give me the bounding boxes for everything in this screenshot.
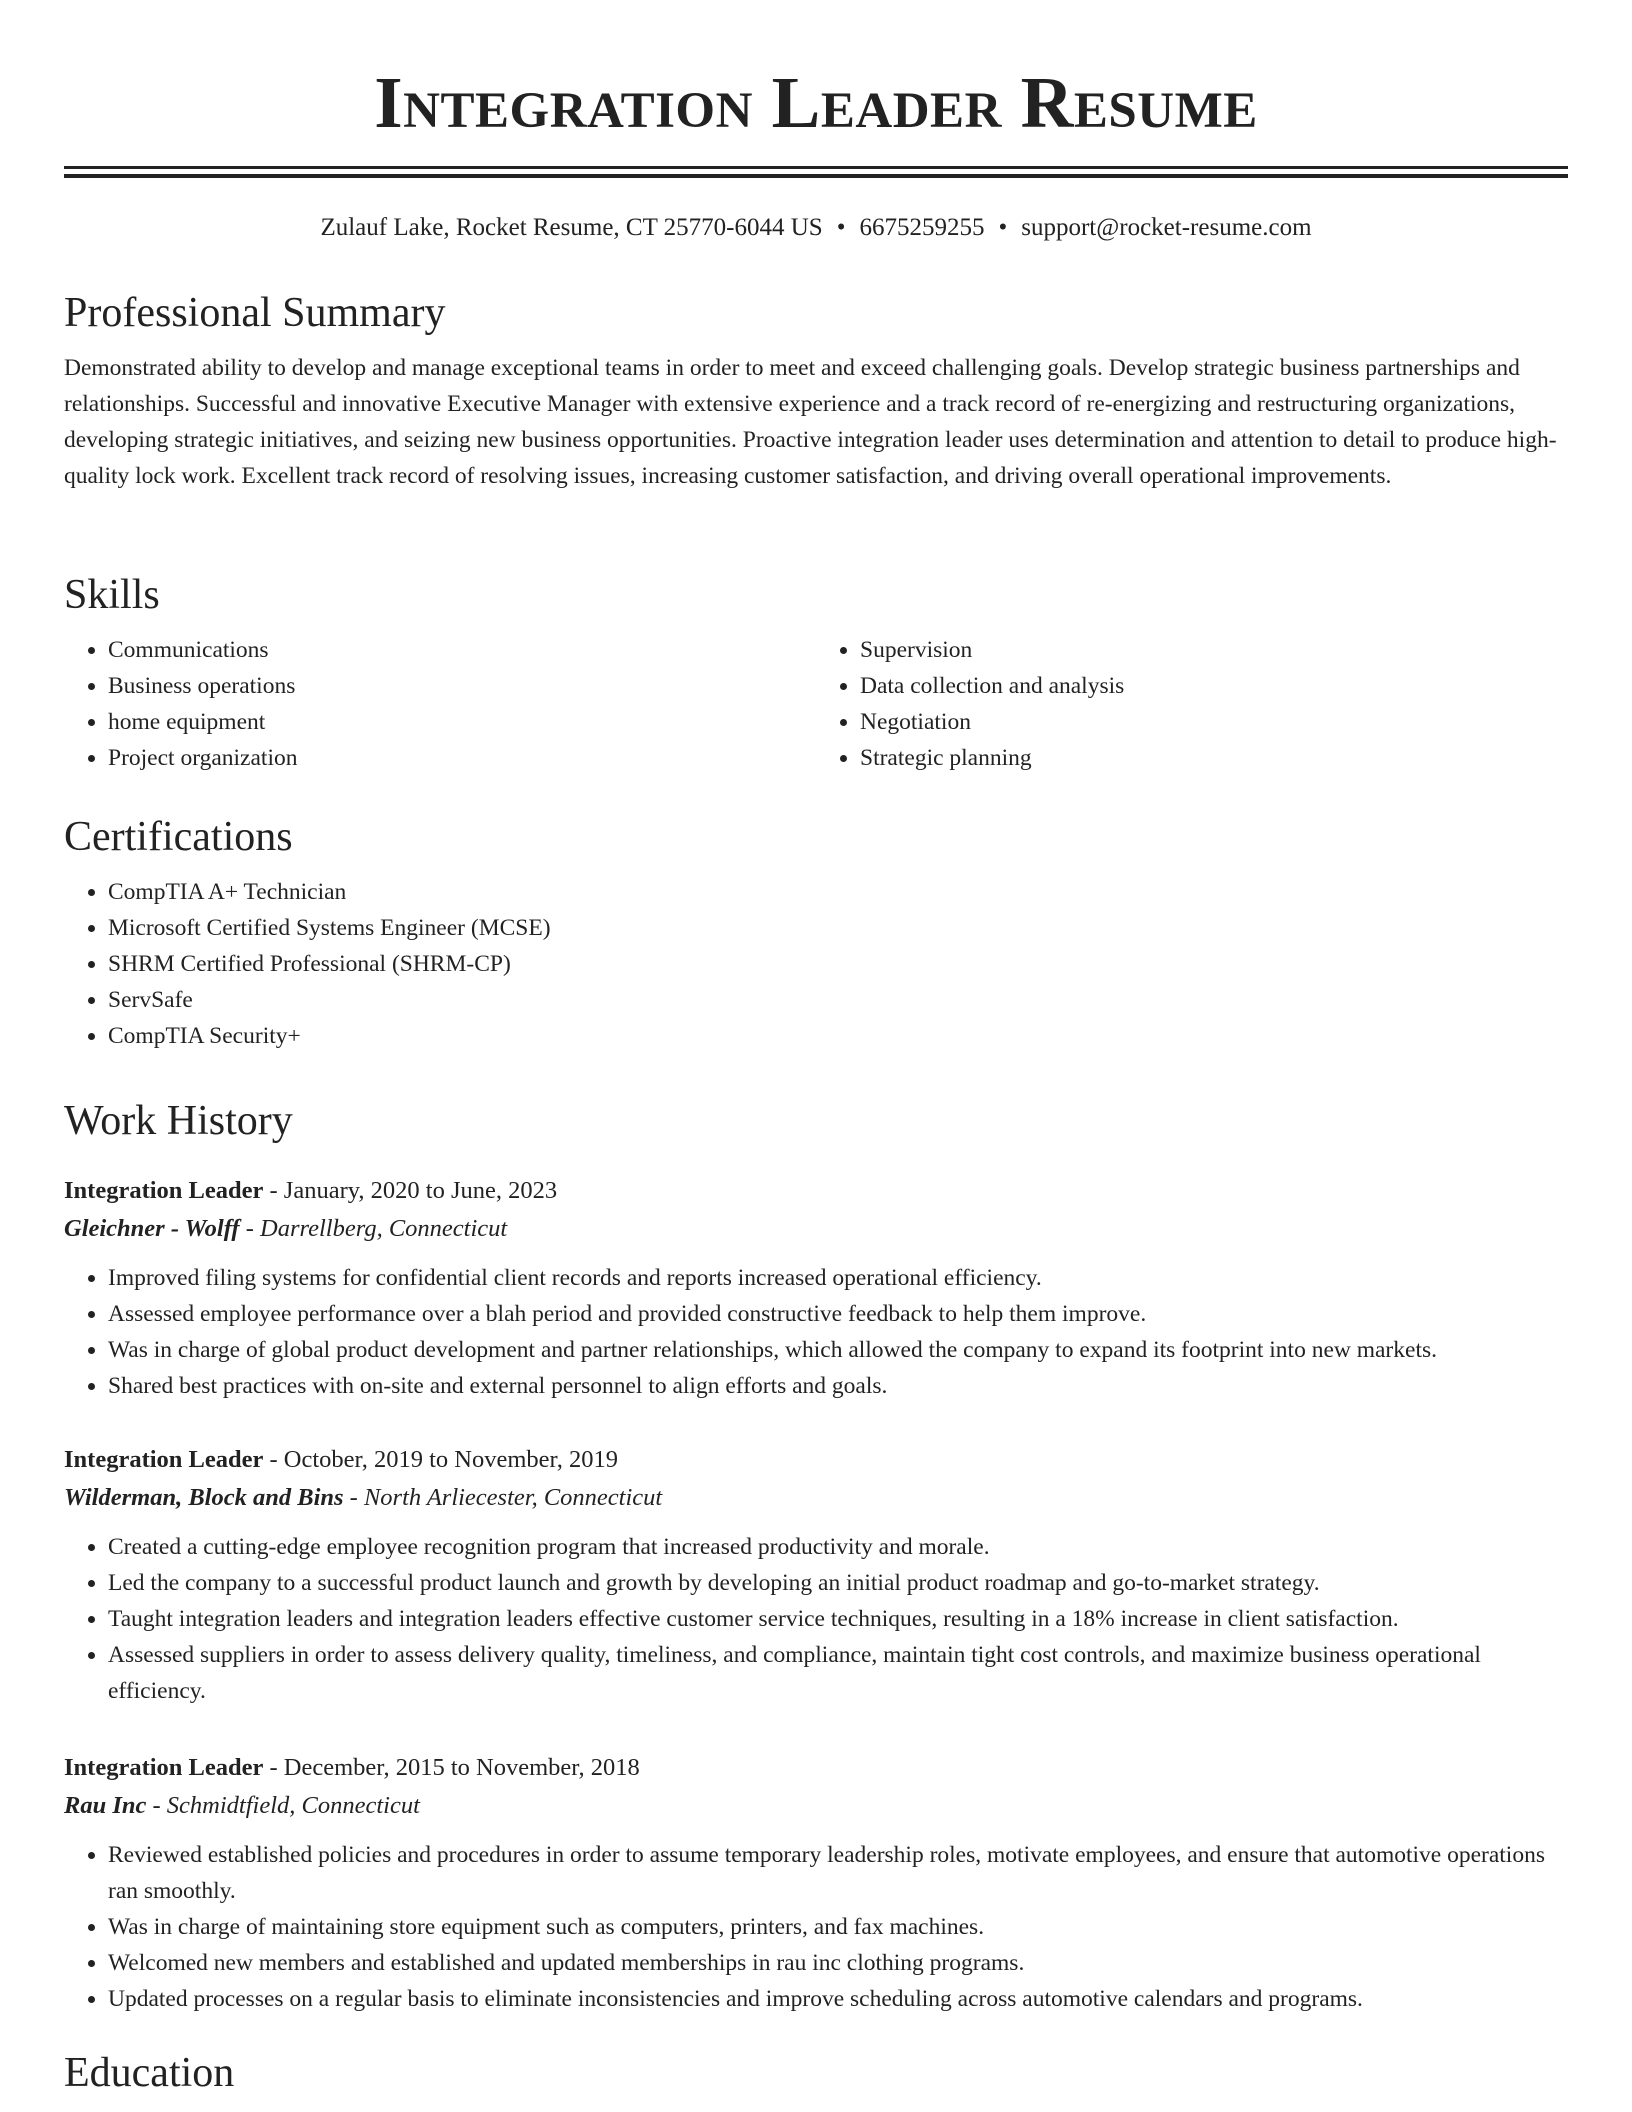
certification-item: • CompTIA Security+	[108, 1018, 1568, 1054]
company-location: - Schmidtfield, Connecticut	[146, 1792, 420, 1819]
certifications-list	[64, 874, 1568, 1054]
certifications-heading: Certifications	[64, 814, 293, 860]
job-bullet: • Was in charge of maintaining store equipment such as computers, printers, and fax machines.	[108, 1909, 1568, 1945]
contact-phone: 6675259255	[859, 214, 985, 241]
skill-item: • home equipment	[108, 704, 816, 740]
skill-item: • Strategic planning	[860, 740, 1568, 776]
job-dates: - January, 2020 to June, 2023	[263, 1177, 558, 1204]
job-bullet: • Updated processes on a regular basis to eliminate inconsistencies and improve scheduling across automotive calendars and programs.	[108, 1981, 1568, 2017]
contact-address: Zulauf Lake, Rocket Resume, CT 25770-6044 US	[320, 214, 823, 241]
skills-list-left	[64, 632, 816, 776]
certification-item: • SHRM Certified Professional (SHRM-CP)	[108, 946, 1568, 982]
job-bullet: • Reviewed established policies and procedures in order to assume temporary leadership roles, motivate employees, and ensure that automotive operations ran smoothly.	[108, 1837, 1568, 1909]
job-title-line	[64, 1441, 1568, 1479]
company-name: Gleichner - Wolff	[64, 1215, 240, 1242]
company-line	[64, 1787, 1568, 1825]
contact-separator: •	[836, 214, 846, 241]
job-entry	[64, 1172, 1568, 1404]
company-name: Wilderman, Block and Bins	[64, 1484, 344, 1511]
certification-item: • Microsoft Certified Systems Engineer (MCSE)	[108, 910, 1568, 946]
company-location: - Darrellberg, Connecticut	[239, 1215, 508, 1242]
job-dates: - December, 2015 to November, 2018	[263, 1754, 640, 1781]
skills-list-right	[816, 632, 1568, 776]
company-line	[64, 1210, 1568, 1248]
certification-item: • CompTIA A+ Technician	[108, 874, 1568, 910]
skill-item: • Negotiation	[860, 704, 1568, 740]
job-title: Integration Leader	[64, 1446, 264, 1473]
job-bullets	[64, 1529, 1568, 1709]
company-location: - North Arliecester, Connecticut	[343, 1484, 663, 1511]
work-history-heading: Work History	[64, 1098, 293, 1144]
summary-section	[64, 288, 1568, 494]
skills-columns	[64, 632, 1568, 776]
job-bullets	[64, 1260, 1568, 1404]
job-bullet: • Was in charge of global product development and partner relationships, which allowed the company to expand its footprint into new markets.	[108, 1332, 1568, 1368]
education-section	[64, 2048, 1568, 2098]
certification-item: • ServSafe	[108, 982, 1568, 1018]
skills-section	[64, 570, 1568, 776]
job-entry	[64, 1441, 1568, 1709]
skill-item: • Supervision	[860, 632, 1568, 668]
skill-item: • Communications	[108, 632, 816, 668]
contact-email: support@rocket-resume.com	[1021, 214, 1312, 241]
certifications-section	[64, 812, 1568, 1054]
job-bullet: • Taught integration leaders and integration leaders effective customer service techniques, resulting in a 18% increase in client satisfaction.	[108, 1601, 1568, 1637]
summary-text: Demonstrated ability to develop and manage exceptional teams in order to meet and exceed challenging goals. Develop strategic business partnerships and relationships. Successful and innovative Executive Manager with extensive experience and a track record of re-energizing and restructuring organizations, developing strategic initiatives, and seizing new business opportunities. Proactive integration leader uses determination and attention to detail to produce high-quality lock work. Excellent track record of resolving issues, increasing customer satisfaction, and driving overall operational improvements.	[64, 355, 1557, 489]
resume-page	[64, 0, 1568, 2096]
contact-separator: •	[998, 214, 1008, 241]
job-bullet: • Improved filing systems for confidential client records and reports increased operational efficiency.	[108, 1260, 1568, 1296]
education-heading: Education	[64, 2050, 235, 2096]
job-bullet: • Welcomed new members and established and updated memberships in rau inc clothing programs.	[108, 1945, 1568, 1981]
company-line	[64, 1479, 1568, 1517]
skill-item: • Business operations	[108, 668, 816, 704]
job-entry	[64, 1749, 1568, 2017]
company-name: Rau Inc	[64, 1792, 147, 1819]
job-bullet: • Shared best practices with on-site and external personnel to align efforts and goals.	[108, 1368, 1568, 1404]
job-bullets	[64, 1837, 1568, 2017]
job-title: Integration Leader	[64, 1177, 264, 1204]
skills-heading: Skills	[64, 572, 160, 618]
job-bullet: • Created a cutting-edge employee recognition program that increased productivity and morale.	[108, 1529, 1568, 1565]
work-history-section	[64, 1096, 1568, 1146]
contact-line	[64, 212, 1568, 244]
skill-item: • Data collection and analysis	[860, 668, 1568, 704]
job-dates: - October, 2019 to November, 2019	[263, 1446, 618, 1473]
title-divider	[64, 166, 1568, 178]
job-bullet: • Led the company to a successful product launch and growth by developing an initial product roadmap and go-to-market strategy.	[108, 1565, 1568, 1601]
resume-title: Integration Leader Resume	[374, 62, 1258, 143]
job-title-line	[64, 1172, 1568, 1210]
job-bullet: • Assessed employee performance over a blah period and provided constructive feedback to help them improve.	[108, 1296, 1568, 1332]
summary-heading: Professional Summary	[64, 290, 446, 336]
job-bullet: • Assessed suppliers in order to assess delivery quality, timeliness, and compliance, maintain tight cost controls, and maximize business operational efficiency.	[108, 1637, 1568, 1709]
job-title: Integration Leader	[64, 1754, 264, 1781]
skill-item: • Project organization	[108, 740, 816, 776]
job-title-line	[64, 1749, 1568, 1787]
